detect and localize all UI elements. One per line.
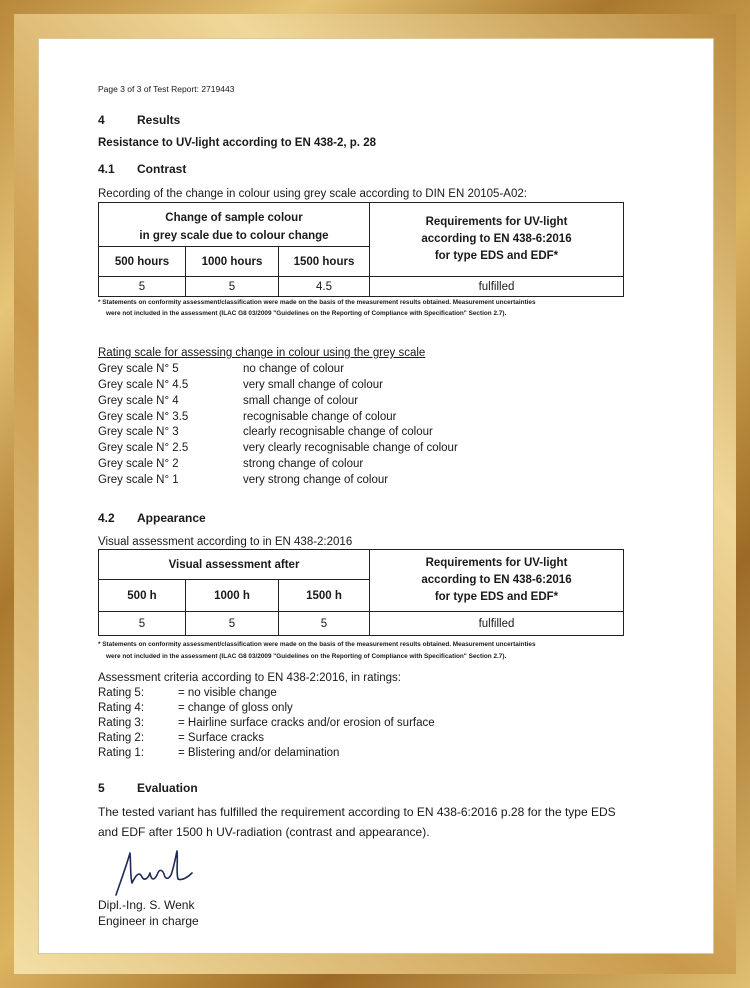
- criteria-rating: Rating 5:: [98, 687, 145, 699]
- appearance-col-1000: 1000 h: [186, 580, 279, 612]
- section-5-number: 5: [98, 781, 105, 795]
- section-4-number: 4: [98, 113, 105, 127]
- criteria-rating: Rating 2:: [98, 732, 145, 744]
- section-4-1-title: Contrast: [137, 162, 187, 176]
- criteria-desc: = Blistering and/or delamination: [178, 747, 340, 759]
- appearance-req-line2: according to EN 438-6:2016: [421, 574, 572, 586]
- appearance-req-line3: for type EDS and EDF*: [434, 591, 559, 603]
- rating-scale-label: Grey scale N° 3.5: [98, 411, 189, 423]
- resistance-title: Resistance to UV-light according to EN 438-2, p. 28: [98, 137, 376, 149]
- contrast-requirement-header: [370, 203, 624, 277]
- contrast-value-1000: 5: [186, 277, 279, 297]
- contrast-table: [98, 202, 624, 297]
- appearance-footnote-2: were not included in the assessment (ILAC G8 03/2009 "Guidelines on the Reporting of Compliance with Specification" Section 2.7).: [106, 653, 507, 660]
- criteria-rating: Rating 4:: [98, 702, 145, 714]
- rating-scale-label: Grey scale N° 1: [98, 474, 179, 486]
- rating-scale-label: Grey scale N° 2.5: [98, 442, 189, 454]
- rating-scale-desc: very clearly recognisable change of colour: [243, 442, 458, 454]
- appearance-result: fulfilled: [370, 612, 624, 636]
- rating-scale-label: Grey scale N° 4.5: [98, 379, 189, 391]
- criteria-desc: = change of gloss only: [178, 702, 293, 714]
- contrast-result: fulfilled: [370, 277, 624, 297]
- contrast-req-line2: according to EN 438-6:2016: [421, 233, 572, 245]
- rating-scale-desc: very strong change of colour: [243, 474, 389, 486]
- appearance-table: [98, 549, 624, 636]
- contrast-value-1500: 4.5: [279, 277, 370, 297]
- contrast-col-500: 500 hours: [99, 247, 186, 277]
- rating-scale-desc: small change of colour: [243, 395, 359, 407]
- criteria-desc: = no visible change: [178, 687, 277, 699]
- contrast-col-1500: 1500 hours: [279, 247, 370, 277]
- rating-scale-desc: strong change of colour: [243, 458, 364, 470]
- section-4-2-title: Appearance: [137, 511, 206, 525]
- criteria-rating: Rating 3:: [98, 717, 145, 729]
- criteria-desc: = Surface cracks: [178, 732, 264, 744]
- appearance-req-line1: Requirements for UV-light: [425, 557, 568, 569]
- contrast-req-line3: for type EDS and EDF*: [434, 250, 559, 262]
- criteria-desc: = Hairline surface cracks and/or erosion of surface: [178, 717, 435, 729]
- contrast-caption: Recording of the change in colour using grey scale according to DIN EN 20105-A02:: [98, 188, 527, 200]
- appearance-value-1500: 5: [279, 612, 370, 636]
- contrast-footnote-1: * Statements on conformity assessment/classification were made on the basis of the measurement results obtained. Measurement uncertainties: [98, 299, 536, 306]
- signature-image: [104, 847, 196, 899]
- rating-scale-title: Rating scale for assessing change in colour using the grey scale: [98, 347, 426, 359]
- criteria-title: Assessment criteria according to EN 438-2:2016, in ratings:: [98, 672, 401, 684]
- rating-scale-desc: no change of colour: [243, 363, 345, 375]
- evaluation-line-1: The tested variant has fulfilled the requirement according to EN 438-6:2016 p.28 for the type EDS: [98, 805, 616, 819]
- section-5-title: Evaluation: [137, 781, 198, 795]
- appearance-header: Visual assessment after: [99, 550, 370, 580]
- contrast-req-line1: Requirements for UV-light: [425, 216, 568, 228]
- appearance-value-1000: 5: [186, 612, 279, 636]
- rating-scale-label: Grey scale N° 3: [98, 426, 179, 438]
- appearance-value-500: 5: [99, 612, 186, 636]
- appearance-col-1500: 1500 h: [279, 580, 370, 612]
- rating-scale-label: Grey scale N° 4: [98, 395, 179, 407]
- contrast-header-line1: Change of sample colour: [165, 211, 303, 224]
- criteria-rating: Rating 1:: [98, 747, 145, 759]
- appearance-requirement-header: [370, 550, 624, 612]
- contrast-value-500: 5: [99, 277, 186, 297]
- signatory-role: Engineer in charge: [98, 914, 199, 928]
- section-4-1-number: 4.1: [98, 162, 115, 176]
- contrast-footnote-2: were not included in the assessment (ILAC G8 03/2009 "Guidelines on the Reporting of Compliance with Specification" Section 2.7).: [106, 310, 507, 317]
- rating-scale-label: Grey scale N° 2: [98, 458, 179, 470]
- section-4-2-number: 4.2: [98, 511, 115, 525]
- contrast-header-line2: in grey scale due to colour change: [139, 229, 329, 242]
- rating-scale-desc: very small change of colour: [243, 379, 383, 391]
- evaluation-line-2: and EDF after 1500 h UV-radiation (contrast and appearance).: [98, 825, 430, 839]
- contrast-col-1000: 1000 hours: [186, 247, 279, 277]
- rating-scale-desc: recognisable change of colour: [243, 411, 397, 423]
- rating-scale-label: Grey scale N° 5: [98, 363, 179, 375]
- appearance-footnote-1: * Statements on conformity assessment/classification were made on the basis of the measurement results obtained. Measurement uncertainties: [98, 641, 536, 648]
- page-header: Page 3 of 3 of Test Report: 2719443: [98, 84, 235, 94]
- appearance-col-500: 500 h: [99, 580, 186, 612]
- section-4-title: Results: [137, 113, 181, 127]
- appearance-caption: Visual assessment according to in EN 438-2:2016: [98, 536, 353, 548]
- rating-scale-desc: clearly recognisable change of colour: [243, 426, 433, 438]
- signatory-name: Dipl.-Ing. S. Wenk: [98, 898, 195, 912]
- contrast-header-cell: [99, 203, 370, 247]
